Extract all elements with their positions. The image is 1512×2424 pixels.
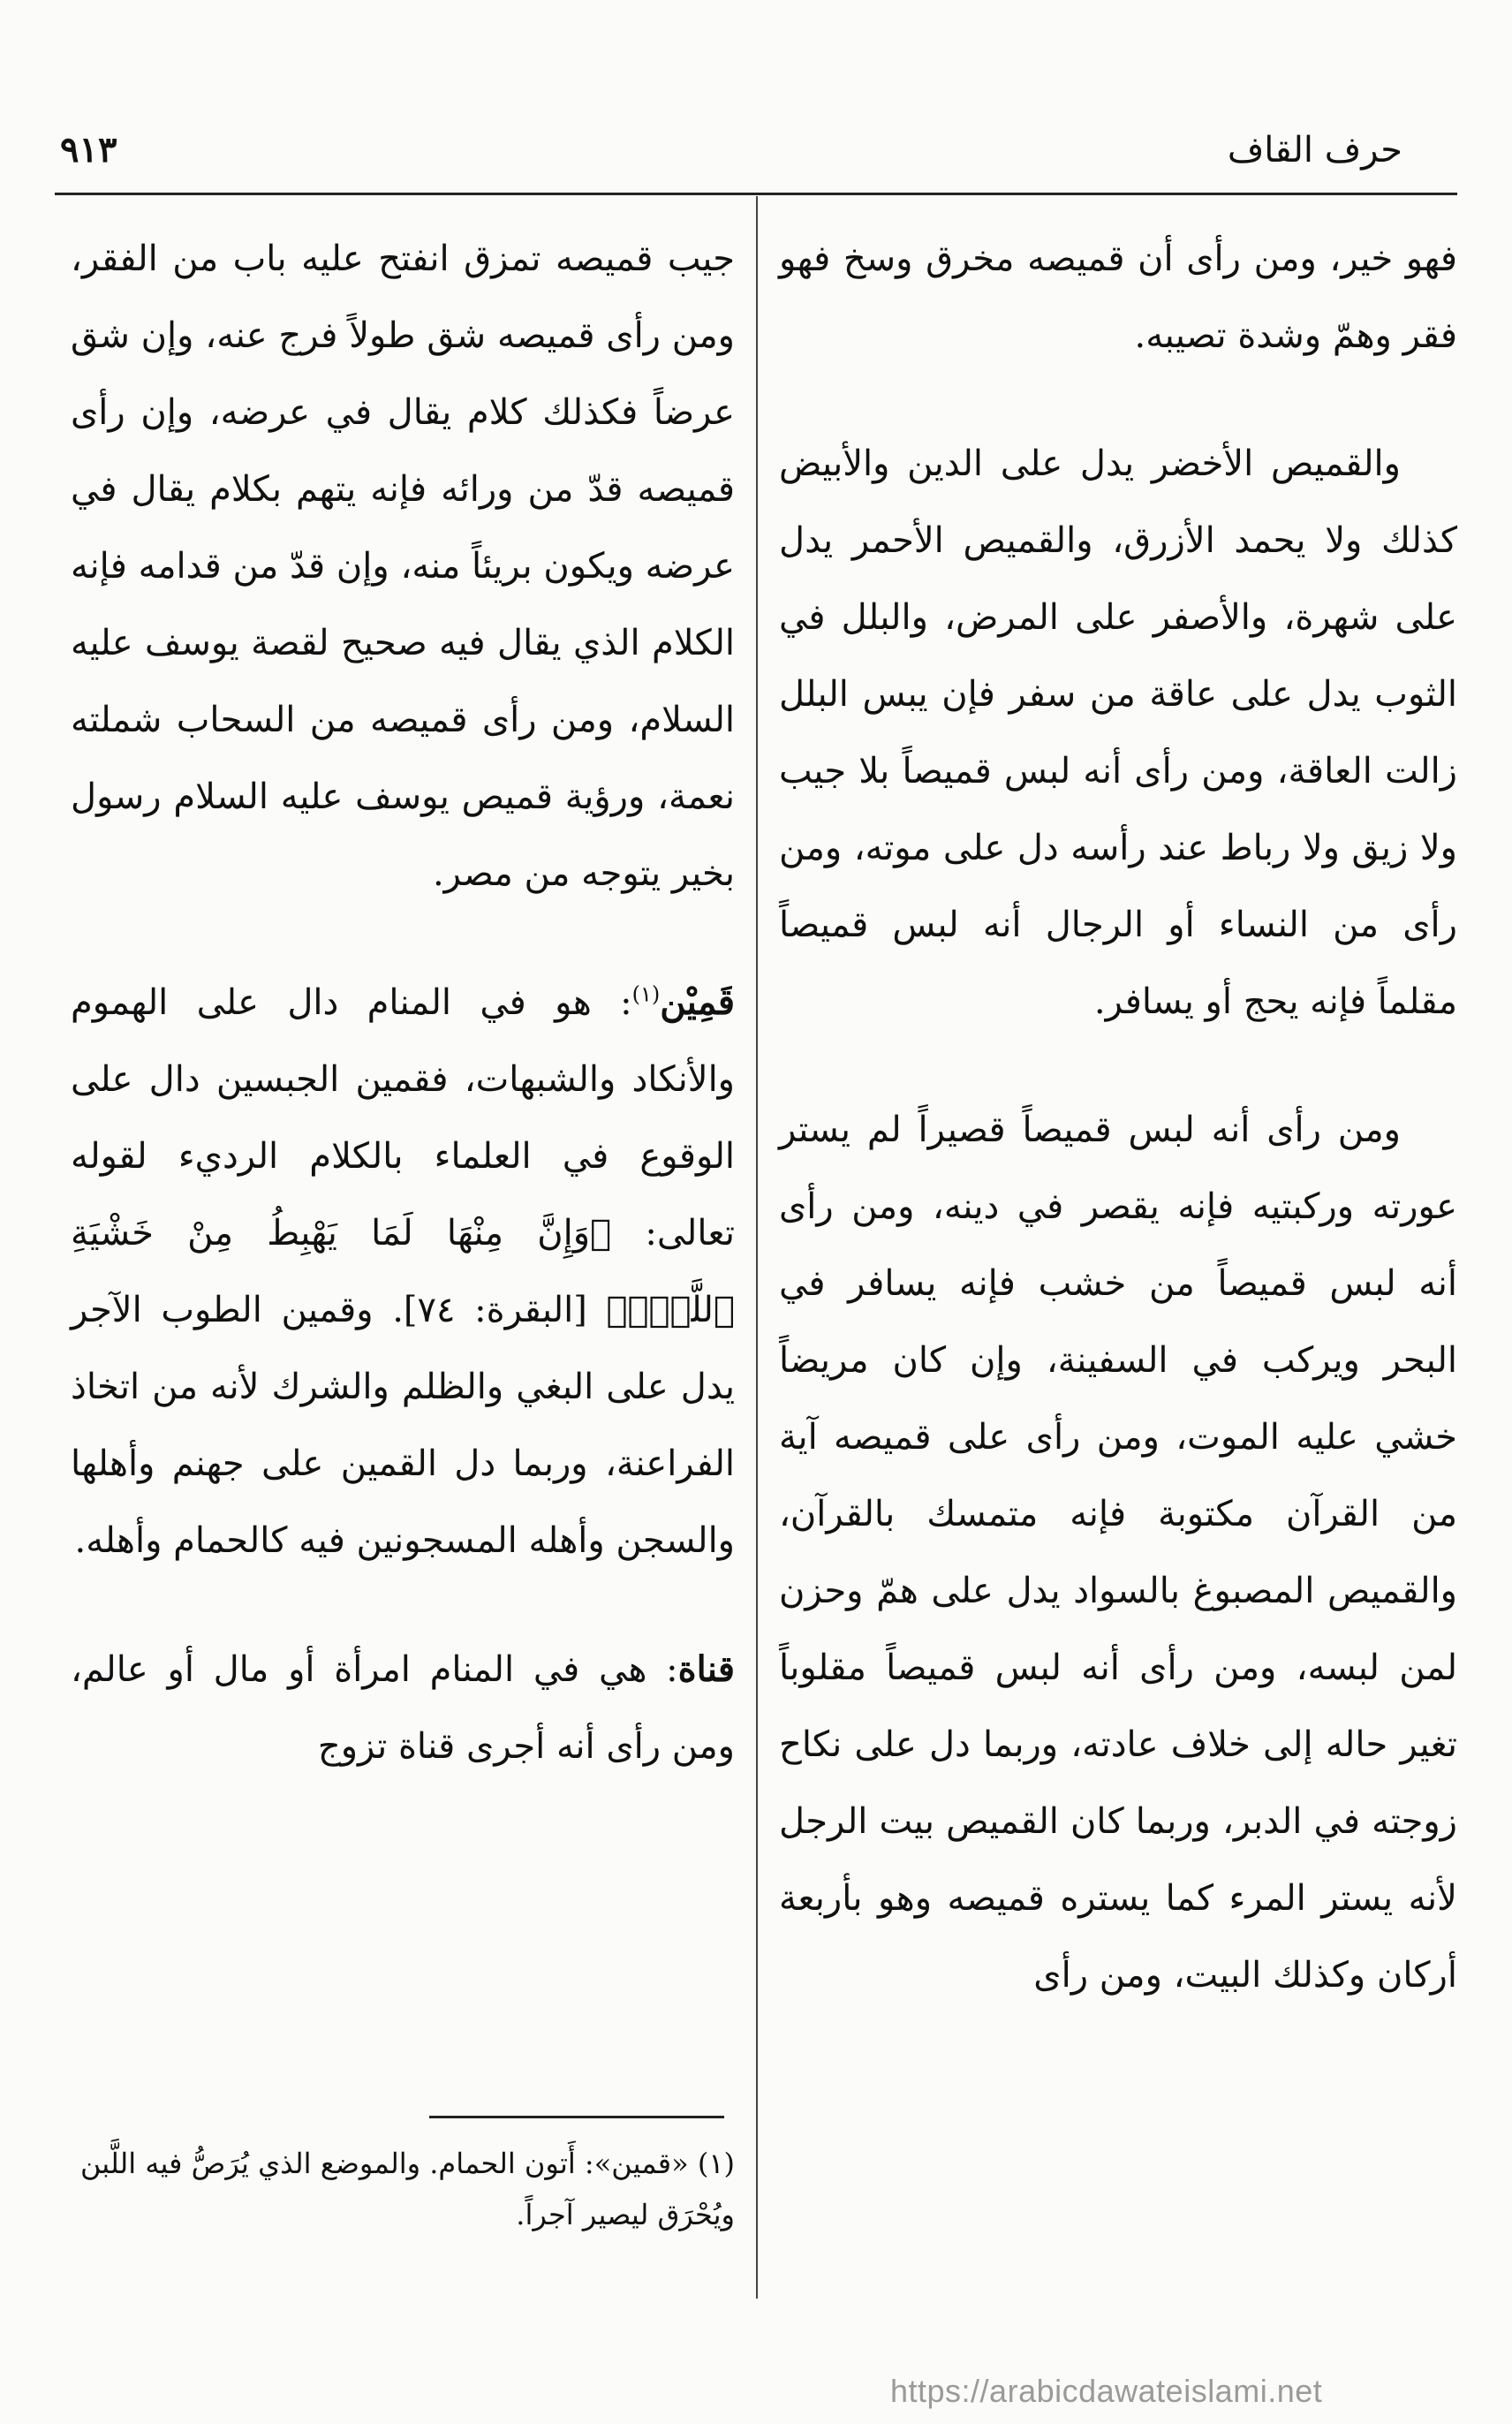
footnote-marker: (١) bbox=[697, 2147, 735, 2180]
left-column bbox=[71, 221, 735, 1837]
paragraph: ومن رأى أنه لبس قميصاً قصيراً لم يستر عورته وركبتيه فإنه يقصر في دينه، ومن رأى أنه لبس قميصاً من خشب فإنه يسافر في البحر ويركب في السفينة، وإن كان مريضاً خشي عليه الموت، ومن رأى على قميصه آية من القرآن مكتوبة فإنه متمسك بالقرآن، والقميص المصبوغ بالسواد يدل على همّ وحزن لمن لبسه، ومن رأى أنه لبس قميصاً مقلوباً تغير حاله إلى خلاف عادته، وربما دل على نكاح زوجته في الدبر، وربما كان القميص بيت الرجل لأنه يستر المرء كما يستره قميصه وهو بأربعة أركان وكذلك البيت، ومن رأى bbox=[779, 1110, 1458, 1996]
right-column bbox=[779, 221, 1457, 2065]
page-number: ٩١٣ bbox=[60, 129, 117, 170]
watermark-url: https://arabicdawateislami.net bbox=[890, 2373, 1323, 2409]
paragraph: فهو خير، ومن رأى أن قميصه مخرق وسخ فهو فقر وهمّ وشدة تصيبه. bbox=[779, 239, 1457, 356]
chapter-title: حرف القاف bbox=[1227, 130, 1402, 170]
quran-verse: ﴿وَإِنَّ مِنْهَا لَمَا يَهْبِطُ مِنْ خَشْيَةِ ٱللَّهِۗ﴾ bbox=[71, 1213, 735, 1330]
footnote-rule bbox=[429, 2116, 724, 2118]
entry-qamin bbox=[71, 964, 735, 1579]
footnote-reference: (١) bbox=[631, 981, 661, 1007]
header-rule bbox=[55, 193, 1457, 195]
footnote-text: «قمين»: أَتون الحمام. والموضع الذي يُرَصُّ فيه اللَّبن ويُحْرَق ليصير آجراً. bbox=[79, 2147, 735, 2231]
entry-text: : هو في المنام دال على الهموم والأنكاد والشبهات، فقمين الجبسين دال على الوقوع في العلماء بالكلام الرديء لقوله تعالى: bbox=[71, 982, 735, 1254]
column-divider bbox=[756, 196, 758, 2299]
entry-qanat bbox=[71, 1631, 735, 1785]
footnote bbox=[71, 2138, 735, 2240]
paragraph: والقميص الأخضر يدل على الدين والأبيض كذلك ولا يحمد الأزرق، والقميص الأحمر يدل على شهرة، والأصفر على المرض، والبلل في الثوب يدل على عاقة من سفر فإن يبس البلل زالت العاقة، ومن رأى أنه لبس قميصاً بلا جيب ولا زيق ولا رباط عند رأسه دل على موته، ومن رأى من النساء أو الرجال أنه لبس قميصاً مقلماً فإنه يحج أو يسافر. bbox=[779, 443, 1457, 1022]
paragraph: جيب قميصه تمزق انفتح عليه باب من الفقر، ومن رأى قميصه شق طولاً فرج عنه، وإن شق عرضاً فكذلك كلام يقال في عرضه، وإن رأى قميصه قدّ من ورائه فإنه يتهم بكلام يقال في عرضه ويكون بريئاً منه، وإن قدّ من قدامه فإنه الكلام الذي يقال فيه صحيح لقصة يوسف عليه السلام، ومن رأى قميصه من السحاب شملته نعمة، ورؤية قميص يوسف عليه السلام رسول بخير يتوجه من مصر. bbox=[71, 239, 735, 894]
entry-term: قَمِيْن bbox=[660, 981, 735, 1023]
entry-text: . وقمين الطوب الآجر يدل على البغي والظلم والشرك لأنه من اتخاذ الفراعنة، وربما دل القمين على جهنم وأهلها والسجن وأهله المسجونين فيه كالحمام وأهله. bbox=[71, 1290, 735, 1561]
entry-term: قناة bbox=[677, 1648, 735, 1690]
entry-text: : هي في المنام امرأة أو مال أو عالم، ومن رأى أنه أجرى قناة تزوج bbox=[71, 1649, 735, 1767]
verse-citation: [البقرة: ٧٤] bbox=[403, 1290, 607, 1330]
